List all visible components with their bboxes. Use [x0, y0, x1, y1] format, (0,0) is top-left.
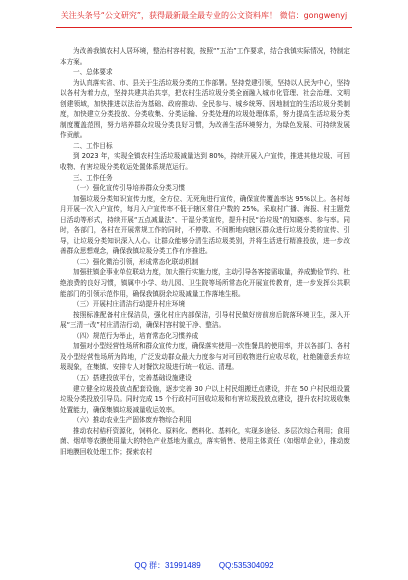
footer-qq-group: QQ 群：31991489: [134, 561, 201, 570]
page-header: [0, 0, 408, 44]
body-paragraph: 加强对小型经营性场所和群众宣传力度，确保落实使用一次性餐具的使用率，并以各部门、各村及小型经营性场所为阵地，广泛发动群众最大力度参与对可回收物进行应收尽收，杜绝随意丢弃垃圾现象，在集镇、安排专人对餐饮垃圾进行统一收运、清理。: [60, 342, 350, 372]
subsection-heading: （六）推动农业生产固体废弃物综合利用: [73, 416, 192, 425]
subsection-heading: （一）强化宣传引导培养群众分类习惯: [73, 184, 186, 193]
footer-qq: QQ:535304092: [218, 561, 274, 570]
body-paragraph: 建立健全垃圾投放点配套设施，逐步完善 30 户以上村民组搬迁点建设，并在 50 户村民组设置垃圾分类投放引导员。同时完成 15 个行政村可回收垃圾和有害垃圾投放点建设，提升农村垃圾收集处置能力，确保集镇垃圾减量收运效率。: [60, 384, 350, 414]
page-footer: [0, 560, 408, 571]
document-body: [60, 46, 350, 457]
body-paragraph: 按照标准配备村庄保洁员，强化村庄内部保洁，引导村民做好房前房后院落环境卫生，深入开展“三清一改”村庄清洁行动，确保村容村貌干净、整洁。: [60, 310, 350, 330]
body-paragraph: 加强驻镇企事业单位联动力度，加大推行实施力度，主动引导各客接需取量，养成勤俭节约、杜绝浪费的良好习惯，镇属中小学、幼儿园、卫生院等场所常态化开展宣传教育，进一步发挥公共职能部门的引领示范作用，确保我镇厨余垃圾减量工作落地生根。: [60, 268, 350, 298]
subsection-heading: （三）开展村庄清洁行动提升村庄环境: [73, 300, 186, 309]
intro-paragraph: 为改善我镇农村人居环境，整治村容村貌，按照“”五治”工作要求，结合我镇实际情况，特制定本方案。: [60, 47, 350, 66]
subsection-heading: （二）强化微治引领，形成常态化联动机制: [73, 257, 199, 266]
subsection-heading: （四）规范行为举止，培育常态化习惯养成: [73, 331, 199, 340]
body-paragraph: 为认真落实省、市、县关于生活垃圾分类的工作部署。坚持党建引领，坚持以人民为中心，坚持以各村为着力点，坚持共建共治共享，把农村生活垃圾分类全面融入城市化管理、社会治理、文明创建领域，加快推进以法治为基础、政府推动、全民参与、城乡统筹、因地制宜的生活垃圾分类制度，加快建立分类投放、分类收集、分类运输、分类处理的垃圾处理体系，努力提高生活垃圾分类制度覆盖范围，努力培养群众垃圾分类良好习惯，为改善生活环境努力，为绿色发展、可持续发展作贡献。: [60, 78, 350, 140]
section-heading: 二、工作目标: [73, 141, 113, 150]
header-banner-text: 关注头条号“公文研究”，获得最新最全最专业的公文资料库！ 微信：gongwenyj: [60, 11, 348, 20]
section-heading: 三、工作任务: [73, 173, 113, 182]
subsection-heading: （五）搭建投放平台，完善基础设施建设: [73, 373, 192, 382]
body-paragraph: 推动农村秸秆资源化，饲料化、原料化、燃料化、基料化，实现多途径、多层次综合利用；食用菌、烟草等农膜使用量大的特色产业基地为重点，落实销售、使用主体责任（如烟草企业），推动废旧地膜回收处理工作；探索农村: [60, 426, 350, 456]
header-divider: [56, 27, 352, 28]
body-paragraph: 加强垃圾分类知识宣传力度，全方位、无死角进行宣传，确保宣传覆盖率达 95%以上。各村每月开展一次入户宣传，每月入户宣传率不低于辖区常住户数的 25%。采取村广播、海报、村主题党日活动等形式，持续开展“五点减量法”、干湿分类宣传，提升村民“治垃圾”的知晓率、参与率。同时，各部门，各村在开展常规工作的同时，不停歇、不间断地向辖区群众进行垃圾分类的宣传、引导，让垃圾分类知识深入人心。让群众能够分清生活垃圾类别，并将生活进行精准投放，进一步改善群众思想观念，确保我镇垃圾分类工作有序推进。: [60, 194, 350, 256]
body-paragraph: 到 2023 年，实现全镇农村生活垃圾减量达到 80%，持续开展入户宣传，推进其他垃圾、可回收物、有害垃圾分类收运处置体系规范运行。: [60, 152, 350, 172]
section-heading: 一、总体要求: [73, 68, 113, 77]
